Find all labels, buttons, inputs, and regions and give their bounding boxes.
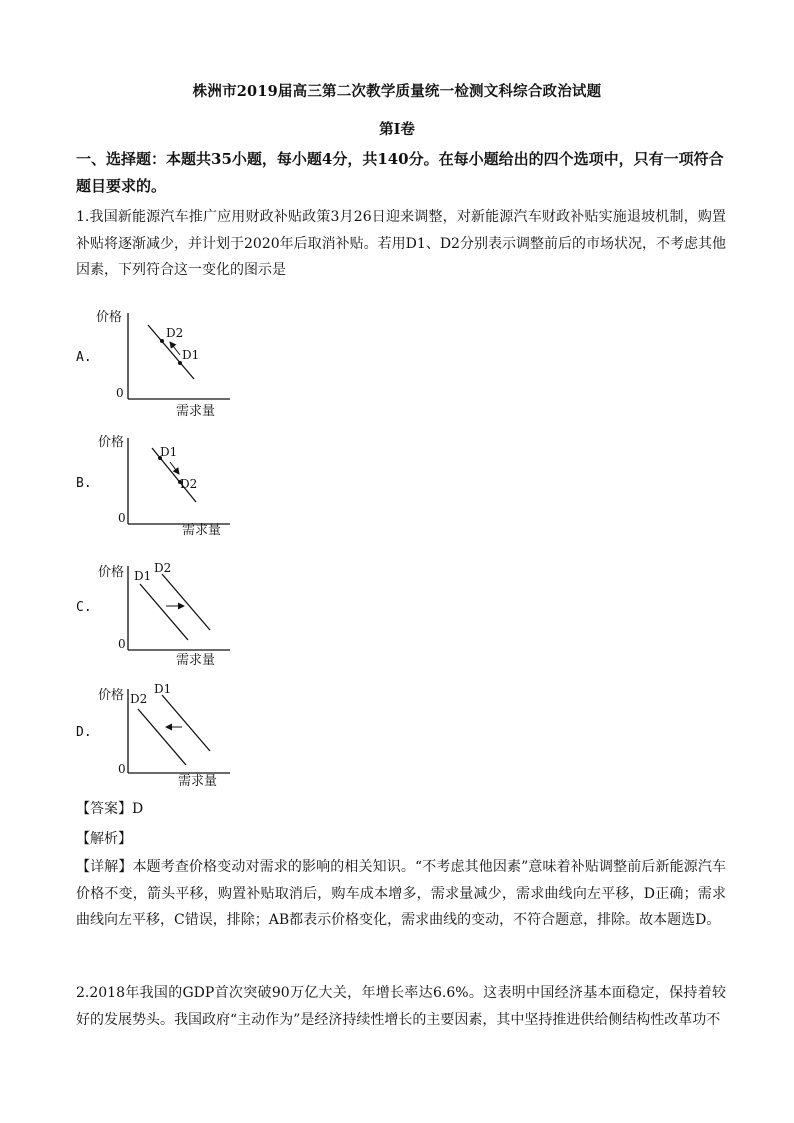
option-b-graph[interactable] (90, 430, 250, 546)
answer: 【答案】D (76, 801, 144, 817)
analysis-heading: 【解析】 (76, 831, 132, 847)
origin-label: 0 (116, 386, 124, 400)
volume-heading: 第Ⅰ卷 (379, 121, 415, 138)
option-b-label[interactable]: B. (76, 476, 92, 491)
option-c-graph[interactable] (90, 558, 250, 674)
demand-curve-original (140, 584, 188, 640)
x-axis-label: 需求量 (182, 523, 222, 538)
option-d-label[interactable]: D. (76, 725, 92, 740)
x-axis-label: 需求量 (176, 653, 216, 668)
demand-curve-shifted (162, 574, 210, 630)
curve-label-first: D1 (160, 445, 178, 459)
curve-label-second: D1 (154, 682, 172, 696)
curve-label-first: D1 (134, 569, 152, 583)
option-a-label[interactable]: A. (76, 350, 92, 365)
curve-label-second: D1 (182, 348, 200, 362)
origin-label: 0 (118, 762, 126, 776)
y-axis-label: 价格 (98, 565, 125, 580)
y-axis-label: 价格 (98, 688, 125, 703)
origin-label: 0 (118, 637, 126, 651)
curve-label-first: D2 (166, 326, 184, 340)
curve-label-second: D2 (154, 561, 172, 575)
x-axis-label: 需求量 (176, 404, 216, 419)
curve-label-second: D2 (180, 477, 198, 491)
x-axis-label: 需求量 (178, 774, 218, 789)
option-a-graph[interactable] (90, 305, 250, 421)
origin-label: 0 (118, 511, 126, 525)
paper-title: 株洲市2019届高三第二次教学质量统一检测文科综合政治试题 (192, 83, 602, 100)
y-axis-label: 价格 (96, 310, 123, 325)
y-axis-label: 价格 (98, 435, 125, 450)
curve-label-first: D2 (130, 692, 148, 706)
analysis-detail: 【详解】本题考查价格变动对需求的影响的相关知识。“不考虑其他因素”意味着补贴调整前后新能源汽车价格不变，箭头平移，购置补贴取消后，购车成本增多，需求量减少，需求曲线向左平移，D正确；需求曲线向左平移，C错误，排除；AB都表示价格变化，需求曲线的变动，不符合题意，排除。故本题选D。 (76, 859, 726, 928)
option-c-label[interactable]: C. (76, 600, 92, 615)
question-2-stem: 2.2018年我国的GDP首次突破90万亿大关，年增长率达6.6%。这表明中国经济基本面稳定，保持着较好的发展势头。我国政府“主动作为”是经济持续性增长的主要因素，其中坚持推进供给侧结构性改革功不 (76, 985, 726, 1028)
section-heading: 一、选择题：本题共35小题，每小题4分，共140分。在每小题给出的四个选项中，只有一项符合题目要求的。 (76, 150, 724, 195)
question-1-stem: 1.我国新能源汽车推广应用财政补贴政策3月26日迎来调整，对新能源汽车财政补贴实施退坡机制，购置补贴将逐渐减少，并计划于2020年后取消补贴。若用D1、D2分别表示调整前后的市场状况，不考虑其他因素，下列符合这一变化的图示是 (76, 209, 726, 278)
option-d-graph[interactable] (90, 681, 250, 797)
demand-curve-shifted (138, 709, 186, 765)
point-d2 (160, 339, 164, 343)
demand-curve-original (162, 695, 210, 751)
